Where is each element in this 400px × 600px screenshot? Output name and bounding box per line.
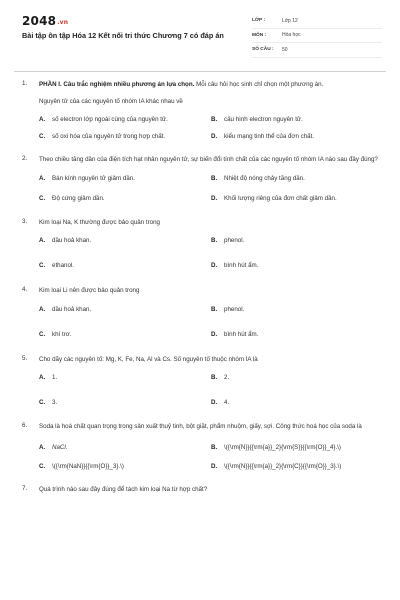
- option-text: dầu hoả khan.: [52, 305, 92, 313]
- option-letter: D.: [211, 330, 218, 338]
- option-a[interactable]: [39, 115, 211, 124]
- option-letter: C.: [39, 262, 46, 269]
- option-text: NaCl.: [52, 443, 68, 451]
- option-grid: [39, 174, 378, 203]
- option-b[interactable]: [211, 443, 395, 452]
- meta-table: [252, 14, 382, 58]
- option-text: phenol.: [224, 305, 245, 313]
- option-text: 1.: [52, 374, 58, 381]
- question-number: 2.: [22, 155, 28, 162]
- option-letter: D.: [211, 133, 218, 140]
- option-text: Độ cứng giảm dần.: [52, 194, 105, 202]
- meta-row-class: [252, 14, 382, 29]
- option-c[interactable]: [39, 194, 211, 203]
- option-text: 3.: [52, 399, 58, 406]
- option-text: 2.: [224, 374, 230, 381]
- meta-row-subject: [252, 29, 382, 44]
- question-number: 5.: [22, 354, 28, 362]
- question-number: 1.: [22, 80, 28, 87]
- option-grid: [39, 115, 378, 141]
- option-text: số oxi hóa của nguyên tử trong hợp chất.: [52, 133, 166, 140]
- meta-label: MÔN :: [252, 32, 267, 38]
- option-text: kiểu mạng tinh thể của đơn chất.: [224, 133, 315, 140]
- option-letter: D.: [211, 462, 218, 470]
- question-number: 4.: [22, 286, 28, 293]
- option-d[interactable]: [211, 194, 395, 203]
- option-text: Bán kính nguyên tử giảm dần.: [52, 174, 135, 182]
- section-instruction: Mỗi câu hỏi học sinh chỉ chọn một phương án.: [194, 81, 324, 88]
- document-header: [0, 0, 400, 66]
- option-b[interactable]: [211, 236, 395, 245]
- question-number: 3.: [22, 217, 28, 225]
- option-text: Nhiệt độ nóng chảy tăng dần.: [224, 174, 305, 182]
- option-letter: D.: [211, 194, 218, 202]
- option-letter: B.: [211, 174, 218, 182]
- option-letter: D.: [211, 399, 218, 406]
- option-text: dầu hoả khan.: [52, 237, 92, 244]
- option-letter: A.: [39, 116, 46, 123]
- option-letter: C.: [39, 330, 46, 338]
- question-item: [22, 422, 378, 471]
- question-stem: Theo chiều tăng dần của điện tích hạt nhân nguyên tử, sự biến đổi tính chất của các nguyên tố nhóm IA nào sau đây đúng?: [39, 156, 378, 163]
- option-text: \({\rm{N}}{{\rm{a}}_2}{\rm{C}}{{\rm{O}}_3}.\): [224, 462, 342, 470]
- option-grid: [39, 443, 378, 471]
- option-c[interactable]: [39, 462, 211, 471]
- option-text: 4.: [224, 399, 230, 406]
- option-c[interactable]: [39, 132, 211, 141]
- option-letter: B.: [211, 443, 218, 451]
- option-text: khí trơ.: [52, 330, 72, 338]
- question-number: 6.: [22, 422, 28, 429]
- option-b[interactable]: [211, 115, 395, 124]
- option-letter: A.: [39, 237, 46, 244]
- option-letter: C.: [39, 194, 46, 202]
- option-a[interactable]: [39, 174, 211, 183]
- question-stem: Nguyên tử của các nguyên tố nhóm IA khác nhau về: [39, 97, 183, 105]
- option-b[interactable]: [211, 305, 395, 314]
- option-text: \({\rm{NaN}}{{\rm{O}}_3}.\): [52, 462, 124, 470]
- option-c[interactable]: [39, 330, 211, 339]
- option-letter: B.: [211, 374, 218, 381]
- option-text: phenol.: [224, 237, 245, 244]
- option-letter: B.: [211, 237, 218, 244]
- option-letter: A.: [39, 305, 46, 313]
- option-a[interactable]: [39, 305, 211, 314]
- meta-value: 50: [282, 46, 288, 53]
- meta-label: SỐ CÂU :: [252, 47, 274, 53]
- meta-value: Lớp 12: [282, 17, 298, 24]
- document-title: Bài tập ôn tập Hóa 12 Kết nối tri thức Chương 7 có đáp án: [22, 31, 224, 40]
- option-b[interactable]: [211, 174, 395, 183]
- option-text: ethanol.: [52, 262, 75, 269]
- question-item: [22, 286, 378, 339]
- question-number: 7.: [22, 484, 28, 492]
- option-text: Khối lượng riêng của đơn chất giảm dần.: [224, 194, 337, 202]
- question-stem: Cho dãy các nguyên tố: Mg, K, Fe, Na, Al và Cs. Số nguyên tố thuộc nhóm IA là: [39, 355, 258, 363]
- option-letter: C.: [39, 133, 46, 140]
- option-letter: C.: [39, 399, 46, 406]
- option-a[interactable]: [39, 236, 211, 245]
- question-item: [22, 218, 378, 271]
- option-letter: B.: [211, 116, 218, 123]
- question-item: [22, 485, 378, 496]
- question-item: [22, 355, 378, 408]
- option-letter: B.: [211, 305, 218, 313]
- option-grid: [39, 236, 378, 270]
- option-c[interactable]: [39, 398, 211, 407]
- option-text: cấu hình electron nguyên tử.: [224, 116, 303, 123]
- option-a[interactable]: [39, 443, 211, 452]
- header-divider: [14, 71, 386, 72]
- site-logo[interactable]: 2048.vn: [22, 14, 69, 28]
- question-stem: Soda là hoá chất quan trọng trong sản xuất thuỷ tinh, bột giặt, phẩm nhuộm, giấy, sợi. Công thức hoá học của soda là: [39, 423, 362, 430]
- option-grid: [39, 373, 378, 407]
- option-d[interactable]: [211, 462, 395, 471]
- question-stem: Kim loại Na, K thường được bảo quản trong: [39, 218, 160, 226]
- section-title: PHẦN I. Câu trắc nghiệm nhiều phương án lựa chọn.: [39, 81, 195, 88]
- option-text: bình hút ẩm.: [224, 262, 259, 269]
- section-heading: [39, 80, 378, 91]
- meta-row-count: [252, 43, 382, 58]
- question-stem: Quá trình nào sau đây đúng để tách kim loại Na từ hợp chất?: [39, 485, 208, 493]
- question-list: [22, 80, 378, 495]
- option-b[interactable]: [211, 373, 395, 382]
- meta-label: LỚP :: [252, 18, 266, 24]
- option-d[interactable]: [211, 261, 395, 270]
- option-letter: C.: [39, 462, 46, 470]
- option-text: \({\rm{N}}{{\rm{a}}_2}{\rm{S}}{{\rm{O}}_4}.\): [224, 443, 341, 451]
- option-letter: A.: [39, 374, 46, 381]
- option-c[interactable]: [39, 261, 211, 270]
- meta-value: Hóa học: [282, 32, 301, 39]
- option-d[interactable]: [211, 132, 395, 141]
- option-a[interactable]: [39, 373, 211, 382]
- option-d[interactable]: [211, 398, 395, 407]
- option-text: bình hút ẩm.: [224, 330, 259, 338]
- option-letter: A.: [39, 174, 46, 182]
- question-stem: Kim loại Li nên được bảo quản trong: [39, 287, 140, 294]
- option-text: số electron lớp ngoài cùng của nguyên tử.: [52, 116, 168, 123]
- option-grid: [39, 305, 378, 339]
- option-letter: A.: [39, 443, 46, 451]
- question-item: [22, 155, 378, 203]
- option-d[interactable]: [211, 330, 395, 339]
- option-letter: D.: [211, 262, 218, 269]
- question-item: [22, 80, 378, 141]
